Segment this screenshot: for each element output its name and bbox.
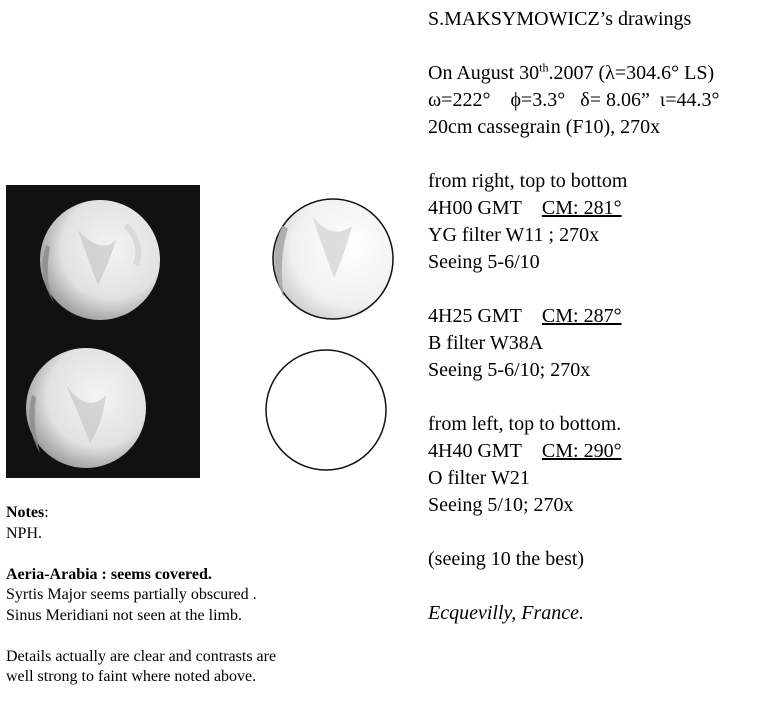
obs1-cm: CM: 281° — [541, 197, 622, 219]
ephemeris-line: ω=222° ϕ=3.3° δ= 8.06” ι=44.3° — [428, 89, 720, 111]
obs1-seeing: Seeing 5-6/10 — [428, 251, 540, 273]
mars-disk-top-left — [40, 200, 160, 320]
notes-section — [6, 503, 406, 688]
notes-nph: NPH. — [6, 524, 43, 542]
obs2-cm: CM: 287° — [541, 305, 622, 327]
obs3-filter: O filter W21 — [428, 467, 530, 489]
observation-details — [428, 6, 773, 627]
left-group-heading: from left, top to bottom. — [428, 413, 622, 435]
obs3-seeing: Seeing 5/10; 270x — [428, 494, 574, 516]
notes-syrtis: Syrtis Major seems partially obscured . — [6, 586, 257, 603]
mars-sketch-bottom — [266, 350, 386, 470]
location: Ecquevilly, France. — [428, 602, 585, 624]
notes-heading: Notes: — [6, 504, 49, 521]
obs3-time: 4H40 GMT CM: 290° — [428, 440, 622, 462]
obs1-filter: YG filter W11 ; 270x — [428, 224, 600, 246]
instrument-line: 20cm cassegrain (F10), 270x — [428, 116, 661, 138]
mars-sketch-top — [273, 199, 393, 319]
mars-drawings-image — [6, 185, 200, 478]
obs2-filter: B filter W38A — [428, 332, 544, 354]
notes-sinus: Sinus Meridiani not seen at the limb. — [6, 606, 242, 624]
mars-drawings-dark-panel — [6, 185, 200, 478]
mars-sketches-panel — [222, 186, 412, 478]
mars-sketches-image — [222, 186, 412, 478]
notes-details-2: well strong to faint where noted above. — [6, 668, 257, 685]
page-title: S.MAKSYMOWICZ’s drawings — [428, 8, 692, 30]
obs2-time: 4H25 GMT CM: 287° — [428, 305, 622, 327]
obs2-seeing: Seeing 5-6/10; 270x — [428, 359, 591, 381]
mars-disk-bottom-left — [26, 348, 146, 468]
obs1-time: 4H00 GMT CM: 281° — [428, 197, 622, 219]
notes-details-1: Details actually are clear and contrasts are — [6, 647, 277, 665]
notes-aeria: Aeria-Arabia : seems covered. — [6, 565, 212, 583]
seeing-note: (seeing 10 the best) — [428, 548, 585, 570]
right-group-heading: from right, top to bottom — [428, 170, 628, 192]
observation-date: On August 30th.2007 (λ=304.6° LS) — [428, 60, 715, 84]
obs3-cm: CM: 290° — [541, 440, 622, 462]
